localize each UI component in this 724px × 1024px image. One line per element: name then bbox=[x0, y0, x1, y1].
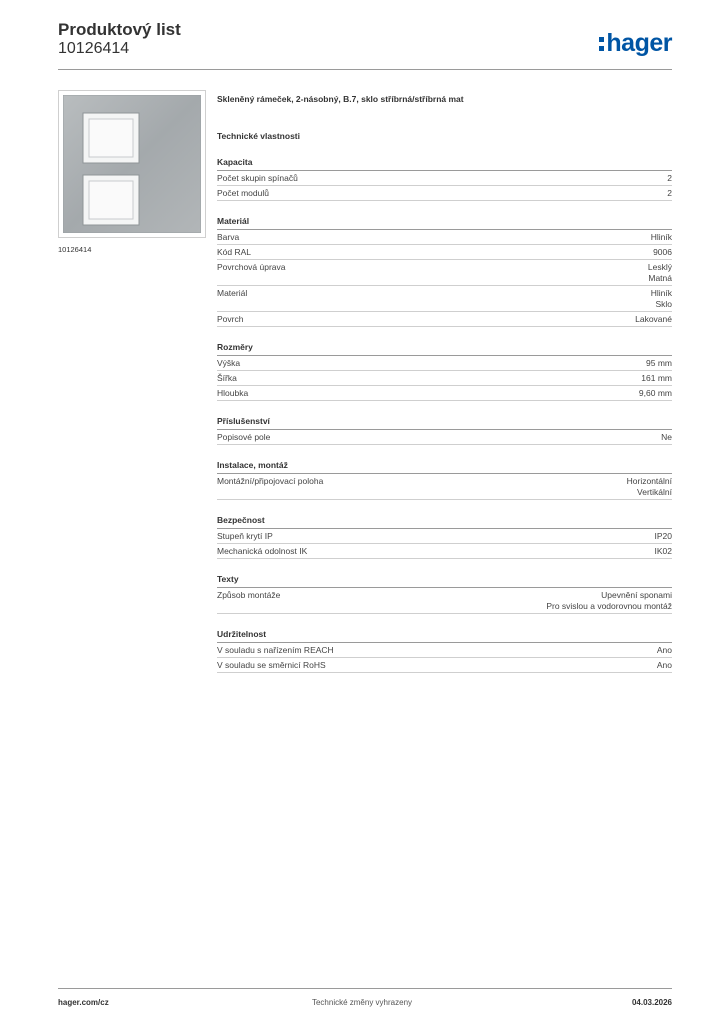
property-row bbox=[217, 529, 672, 544]
property-table bbox=[217, 587, 672, 614]
property-value bbox=[657, 645, 672, 656]
property-row bbox=[217, 544, 672, 559]
property-label: Kód RAL bbox=[217, 247, 252, 257]
logo-text: hager bbox=[606, 29, 672, 57]
header-divider bbox=[58, 69, 672, 70]
property-value bbox=[646, 358, 672, 369]
property-value-line: 2 bbox=[667, 188, 672, 198]
property-label: V souladu s nařízením REACH bbox=[217, 645, 334, 655]
property-row bbox=[217, 171, 672, 186]
property-row bbox=[217, 474, 672, 500]
property-value bbox=[651, 232, 672, 243]
property-label: Barva bbox=[217, 232, 240, 242]
property-value bbox=[653, 247, 672, 258]
hager-logo bbox=[599, 27, 672, 57]
property-row bbox=[217, 430, 672, 445]
property-table bbox=[217, 170, 672, 201]
property-value-line: 9,60 mm bbox=[638, 388, 672, 398]
property-value-line: Horizontální bbox=[626, 476, 672, 486]
property-value-line: Sklo bbox=[655, 299, 672, 309]
section-title: Technické vlastnosti bbox=[217, 131, 300, 141]
property-value-line: 161 mm bbox=[641, 373, 672, 383]
property-row bbox=[217, 371, 672, 386]
double-frame-icon bbox=[63, 95, 201, 233]
property-value-line: Ne bbox=[661, 432, 672, 442]
property-value bbox=[639, 388, 672, 399]
product-name: Skleněný rámeček, 2-násobný, B.7, sklo stříbrná/stříbrná mat bbox=[217, 94, 464, 104]
property-label: Způsob montáže bbox=[217, 590, 281, 600]
property-value bbox=[635, 314, 672, 325]
property-label: Popisové pole bbox=[217, 432, 271, 442]
property-row bbox=[217, 186, 672, 201]
product-details bbox=[217, 94, 672, 673]
property-label: Materiál bbox=[217, 288, 248, 298]
footer-note: Technické změny vyhrazeny bbox=[311, 998, 413, 1007]
property-value-line: 9006 bbox=[653, 247, 672, 257]
property-row bbox=[217, 245, 672, 260]
group-title: Bezpečnost bbox=[217, 515, 265, 525]
property-value-line: Pro svislou a vodorovnou montáž bbox=[546, 601, 672, 611]
property-value bbox=[667, 188, 672, 199]
property-value-line: Lakované bbox=[635, 314, 672, 324]
property-groups bbox=[217, 157, 672, 673]
property-label: Stupeň krytí IP bbox=[217, 531, 273, 541]
group-title: Udržitelnost bbox=[217, 629, 267, 639]
group-title: Kapacita bbox=[217, 157, 253, 167]
document-number: 10126414 bbox=[58, 40, 130, 57]
property-value-line: Upevnění sponami bbox=[601, 590, 672, 600]
property-table bbox=[217, 473, 672, 500]
property-value-line: Ano bbox=[656, 645, 672, 655]
footer-divider bbox=[58, 988, 672, 989]
footer-website: hager.com/cz bbox=[58, 998, 109, 1007]
property-value bbox=[661, 432, 672, 443]
property-row bbox=[217, 356, 672, 371]
property-row bbox=[217, 643, 672, 658]
property-label: Počet skupin spínačů bbox=[217, 173, 298, 183]
property-row bbox=[217, 230, 672, 245]
property-value bbox=[546, 590, 672, 612]
group-title: Rozměry bbox=[217, 342, 253, 352]
property-value-line: IP20 bbox=[654, 531, 672, 541]
page-header bbox=[58, 20, 672, 70]
property-value bbox=[655, 531, 673, 542]
property-row bbox=[217, 386, 672, 401]
property-value-line: IK02 bbox=[654, 546, 672, 556]
property-value-line: Hliník bbox=[650, 288, 672, 298]
property-label: Montážní/připojovací poloha bbox=[217, 476, 324, 486]
property-table bbox=[217, 229, 672, 327]
property-label: Počet modulů bbox=[217, 188, 269, 198]
property-row bbox=[217, 312, 672, 327]
property-row bbox=[217, 286, 672, 312]
property-value-line: Lesklý bbox=[647, 262, 672, 272]
property-value-line: Matná bbox=[648, 273, 672, 283]
property-row bbox=[217, 260, 672, 286]
property-row bbox=[217, 658, 672, 673]
product-image bbox=[58, 90, 206, 238]
property-row bbox=[217, 588, 672, 614]
property-table bbox=[217, 355, 672, 401]
property-value bbox=[627, 476, 672, 498]
property-value bbox=[641, 373, 672, 384]
property-value bbox=[657, 660, 672, 671]
property-value-line: Hliník bbox=[650, 232, 672, 242]
property-table bbox=[217, 642, 672, 673]
property-value-line: Ano bbox=[656, 660, 672, 670]
group-title: Texty bbox=[217, 574, 239, 584]
group-title: Instalace, montáž bbox=[217, 460, 288, 470]
property-table bbox=[217, 528, 672, 559]
property-label: Šířka bbox=[217, 373, 237, 383]
property-value-line: 2 bbox=[667, 173, 672, 183]
document-title: Produktový list bbox=[58, 20, 181, 39]
property-label: Povrch bbox=[217, 314, 244, 324]
property-value bbox=[667, 173, 672, 184]
property-value-line: Vertikální bbox=[637, 487, 672, 497]
property-label: Hloubka bbox=[217, 388, 249, 398]
image-caption: 10126414 bbox=[58, 245, 92, 254]
property-label: Mechanická odolnost IK bbox=[217, 546, 308, 556]
logo-colon-icon bbox=[599, 30, 604, 54]
group-title: Příslušenství bbox=[217, 416, 270, 426]
property-value bbox=[651, 288, 672, 310]
property-label: Povrchová úprava bbox=[217, 262, 286, 272]
property-value bbox=[655, 546, 673, 557]
property-value-line: 95 mm bbox=[646, 358, 672, 368]
property-table bbox=[217, 429, 672, 445]
group-title: Materiál bbox=[217, 216, 250, 226]
property-label: Výška bbox=[217, 358, 241, 368]
property-value bbox=[648, 262, 672, 284]
property-label: V souladu se směrnicí RoHS bbox=[217, 660, 326, 670]
footer-date: 04.03.2026 bbox=[631, 998, 672, 1007]
